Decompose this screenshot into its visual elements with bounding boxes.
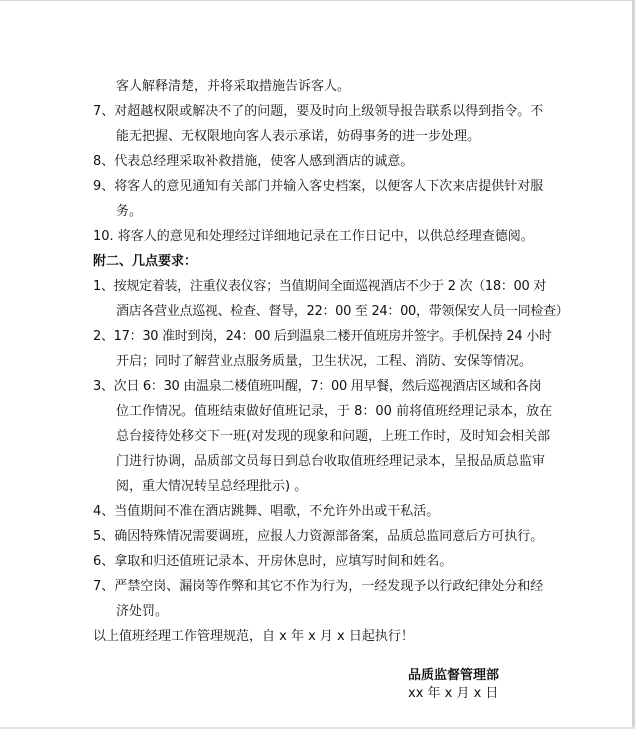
text-line: 开启；同时了解营业点服务质量，卫生状况，工程、消防、安保等情况。 xyxy=(116,354,533,369)
closing-statement: 以上值班经理工作管理规范，自 x 年 x 月 x 日起执行！ xyxy=(93,629,414,644)
text-line: 务。 xyxy=(116,204,143,219)
text-line: 3、次日 6：30 由温泉二楼值班叫醒，7：00 用早餐，然后巡视酒店区域和各岗 xyxy=(93,379,542,394)
text-line: 酒店各营业点巡视、检查、督导，22：00 至 24：00，带领保安人员一同检查） xyxy=(116,304,569,319)
text-line: 能无把握、无权限地向客人表示承诺，妨碍事务的进一步处理。 xyxy=(116,129,481,144)
text-line: 总台接待处移交下一班(对发现的现象和问题，上班工作时，及时知会相关部 xyxy=(116,429,551,444)
text-line: 10. 将客人的意见和处理经过详细地记录在工作日记中，以供总经理查德阅。 xyxy=(93,229,534,244)
text-line: 门进行协调，品质部文员每日到总台收取值班经理记录本，呈报品质总监审 xyxy=(116,454,546,469)
text-line: 9、将客人的意见通知有关部门并输入客史档案，以便客人下次来店提供针对服 xyxy=(93,179,544,194)
text-line: 4、当值期间不准在酒店跳舞、唱歌，不允许外出或干私活。 xyxy=(93,504,440,519)
text-line: 位工作情况。值班结束做好值班记录，于 8：00 前将值班经理记录本，放在 xyxy=(116,404,553,419)
section-heading: 附二、几点要求： xyxy=(93,254,198,269)
text-line: 7、严禁空岗、漏岗等作弊和其它不作为行为，一经发现予以行政纪律处分和经 xyxy=(93,579,544,594)
text-line: 阅，重大情况转呈总经理批示) 。 xyxy=(116,479,308,494)
text-line: 7、对超越权限或解决不了的问题，要及时向上级领导报告联系以得到指令。不 xyxy=(93,104,544,119)
text-line: 客人解释清楚，并将采取措施告诉客人。 xyxy=(116,79,351,94)
text-line: 6、拿取和归还值班记录本、开房休息时，应填写时间和姓名。 xyxy=(93,554,453,569)
text-line: 济处罚。 xyxy=(116,604,169,619)
signature-date: xx 年 x 月 x 日 xyxy=(408,686,499,701)
text-line: 8、代表总经理采取补救措施，使客人感到酒店的诚意。 xyxy=(93,154,414,169)
text-line: 1、按规定着装，注重仪表仪容；当值期间全面巡视酒店不少于 2 次（18：00 对 xyxy=(93,279,547,294)
text-line: 5、确因特殊情况需要调班，应报人力资源部备案，品质总监同意后方可执行。 xyxy=(93,529,544,544)
signature-department: 品质监督管理部 xyxy=(408,668,500,683)
text-line: 2、17：30 准时到岗，24：00 后到温泉二楼开值班房并签字。手机保持 24 小时 xyxy=(93,329,552,344)
